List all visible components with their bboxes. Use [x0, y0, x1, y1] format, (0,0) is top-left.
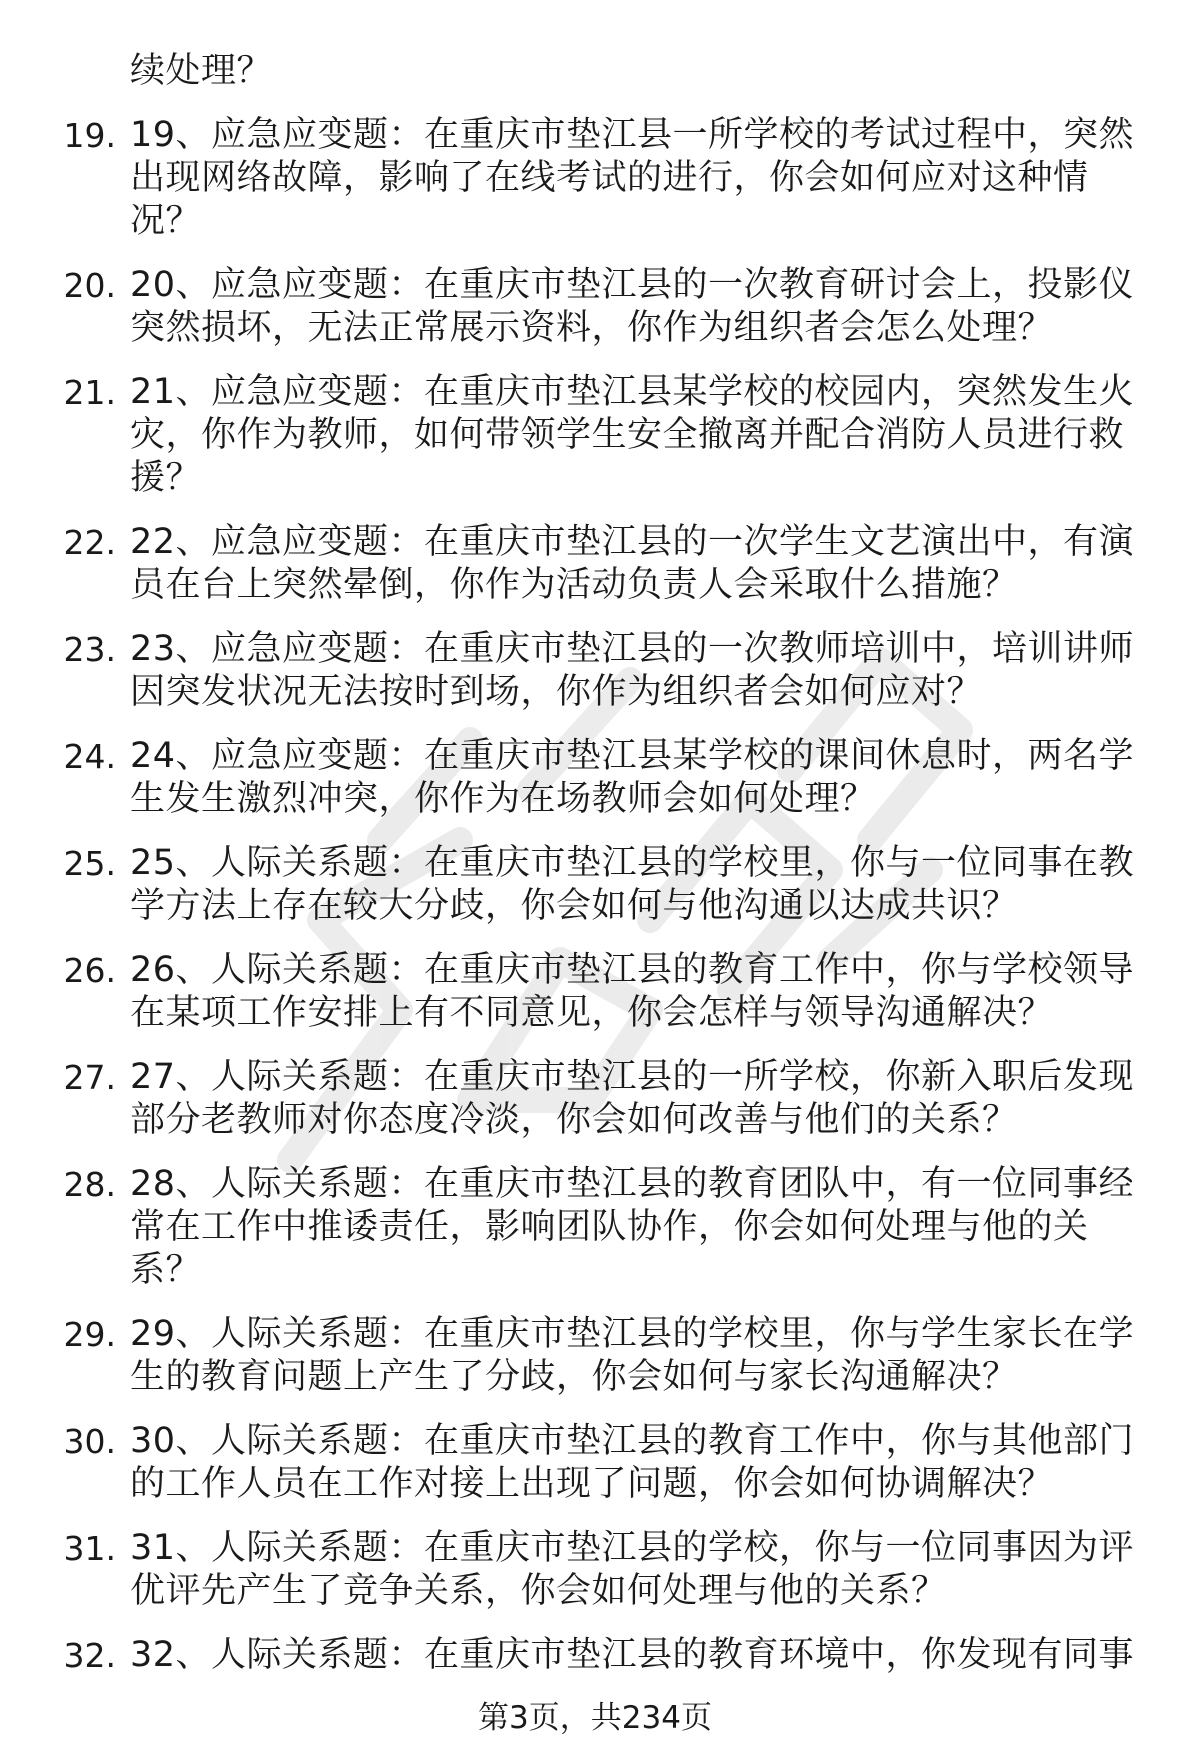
question-item — [0, 521, 1190, 607]
question-number: 25. — [63, 844, 116, 883]
question-item — [0, 371, 1190, 500]
question-text — [130, 264, 1160, 350]
question-text-line: 况？ — [130, 201, 202, 241]
question-text-line: 的工作人员在工作对接上出现了问题，你会如何协调解决？ — [130, 1464, 1054, 1504]
question-number: 19. — [63, 116, 116, 155]
question-text-line: 常在工作中推诿责任，影响团队协作，你会如何处理与他的关 — [130, 1207, 1089, 1247]
question-text-line: 在某项工作安排上有不同意见，你会怎样与领导沟通解决？ — [130, 993, 1054, 1033]
question-text-line: 生发生激烈冲突，你作为在场教师会如何处理？ — [130, 779, 876, 819]
question-number: 23. — [63, 630, 116, 669]
question-text-line: 援？ — [130, 458, 202, 498]
question-number: 20. — [63, 266, 116, 305]
question-text-line: 灾，你作为教师，如何带领学生安全撤离并配合消防人员进行救 — [130, 415, 1125, 455]
question-text — [130, 1056, 1160, 1142]
question-text — [130, 1527, 1160, 1613]
question-number: 26. — [63, 951, 116, 990]
page-footer: 第3页，共234页 — [0, 1698, 1190, 1738]
question-number: 30. — [63, 1422, 116, 1461]
question-text-line: 26、人际关系题：在重庆市垫江县的教育工作中，你与学校领导 — [130, 950, 1135, 990]
question-text-line: 员在台上突然晕倒，你作为活动负责人会采取什么措施？ — [130, 565, 1018, 605]
question-text — [130, 521, 1160, 607]
question-item — [0, 1163, 1190, 1292]
question-item — [0, 1056, 1190, 1142]
question-number: 27. — [63, 1058, 116, 1097]
question-text-line: 出现网络故障，影响了在线考试的进行，你会如何应对这种情 — [130, 158, 1089, 198]
question-text-line: 生的教育问题上产生了分歧，你会如何与家长沟通解决？ — [130, 1357, 1018, 1397]
question-text-line: 30、人际关系题：在重庆市垫江县的教育工作中，你与其他部门 — [130, 1421, 1135, 1461]
question-item — [0, 114, 1190, 243]
question-text — [130, 735, 1160, 821]
question-item — [0, 1634, 1190, 1677]
question-text — [130, 371, 1160, 500]
question-text-line: 20、应急应变题：在重庆市垫江县的一次教育研讨会上，投影仪 — [130, 265, 1135, 305]
question-item — [0, 1420, 1190, 1506]
question-text — [130, 1313, 1160, 1399]
question-text — [130, 1420, 1160, 1506]
question-item — [0, 842, 1190, 928]
continuation-text: 续处理？ — [130, 51, 273, 91]
question-text-line: 因突发状况无法按时到场，你作为组织者会如何应对？ — [130, 672, 983, 712]
question-item — [0, 949, 1190, 1035]
question-list — [0, 114, 1190, 1677]
question-text-line: 25、人际关系题：在重庆市垫江县的学校里，你与一位同事在教 — [130, 843, 1135, 883]
question-text — [130, 114, 1160, 243]
question-text-line: 32、人际关系题：在重庆市垫江县的教育环境中，你发现有同事 — [130, 1635, 1135, 1675]
question-number: 24. — [63, 737, 116, 776]
question-item — [0, 628, 1190, 714]
question-text — [130, 628, 1160, 714]
question-number: 29. — [63, 1315, 116, 1354]
question-text-line: 优评先产生了竞争关系，你会如何处理与他的关系？ — [130, 1571, 947, 1611]
question-number: 32. — [63, 1636, 116, 1675]
question-number: 22. — [63, 523, 116, 562]
question-text-line: 21、应急应变题：在重庆市垫江县某学校的校园内，突然发生火 — [130, 372, 1135, 412]
question-text-line: 29、人际关系题：在重庆市垫江县的学校里，你与学生家长在学 — [130, 1314, 1135, 1354]
question-text-line: 部分老教师对你态度冷淡，你会如何改善与他们的关系？ — [130, 1100, 1018, 1140]
question-text — [130, 949, 1160, 1035]
question-text-line: 31、人际关系题：在重庆市垫江县的学校，你与一位同事因为评 — [130, 1528, 1135, 1568]
document-body — [0, 50, 1190, 1698]
question-text — [130, 1634, 1160, 1677]
question-text-line: 24、应急应变题：在重庆市垫江县某学校的课间休息时，两名学 — [130, 736, 1135, 776]
question-number: 31. — [63, 1529, 116, 1568]
question-text-line: 27、人际关系题：在重庆市垫江县的一所学校，你新入职后发现 — [130, 1057, 1135, 1097]
question-text-line: 23、应急应变题：在重庆市垫江县的一次教师培训中，培训讲师 — [130, 629, 1135, 669]
question-number: 21. — [63, 373, 116, 412]
question-text — [130, 1163, 1160, 1292]
question-text-line: 22、应急应变题：在重庆市垫江县的一次学生文艺演出中，有演 — [130, 522, 1135, 562]
question-text-line: 28、人际关系题：在重庆市垫江县的教育团队中，有一位同事经 — [130, 1164, 1135, 1204]
question-item — [0, 1527, 1190, 1613]
question-item — [0, 264, 1190, 350]
question-text-line: 系？ — [130, 1250, 202, 1290]
question-text-line: 突然损坏，无法正常展示资料，你作为组织者会怎么处理？ — [130, 308, 1054, 348]
question-item — [0, 735, 1190, 821]
question-text-line: 19、应急应变题：在重庆市垫江县一所学校的考试过程中，突然 — [130, 115, 1135, 155]
question-text-line: 学方法上存在较大分歧，你会如何与他沟通以达成共识？ — [130, 886, 1018, 926]
question-item — [0, 1313, 1190, 1399]
question-number: 28. — [63, 1165, 116, 1204]
question-text — [130, 842, 1160, 928]
